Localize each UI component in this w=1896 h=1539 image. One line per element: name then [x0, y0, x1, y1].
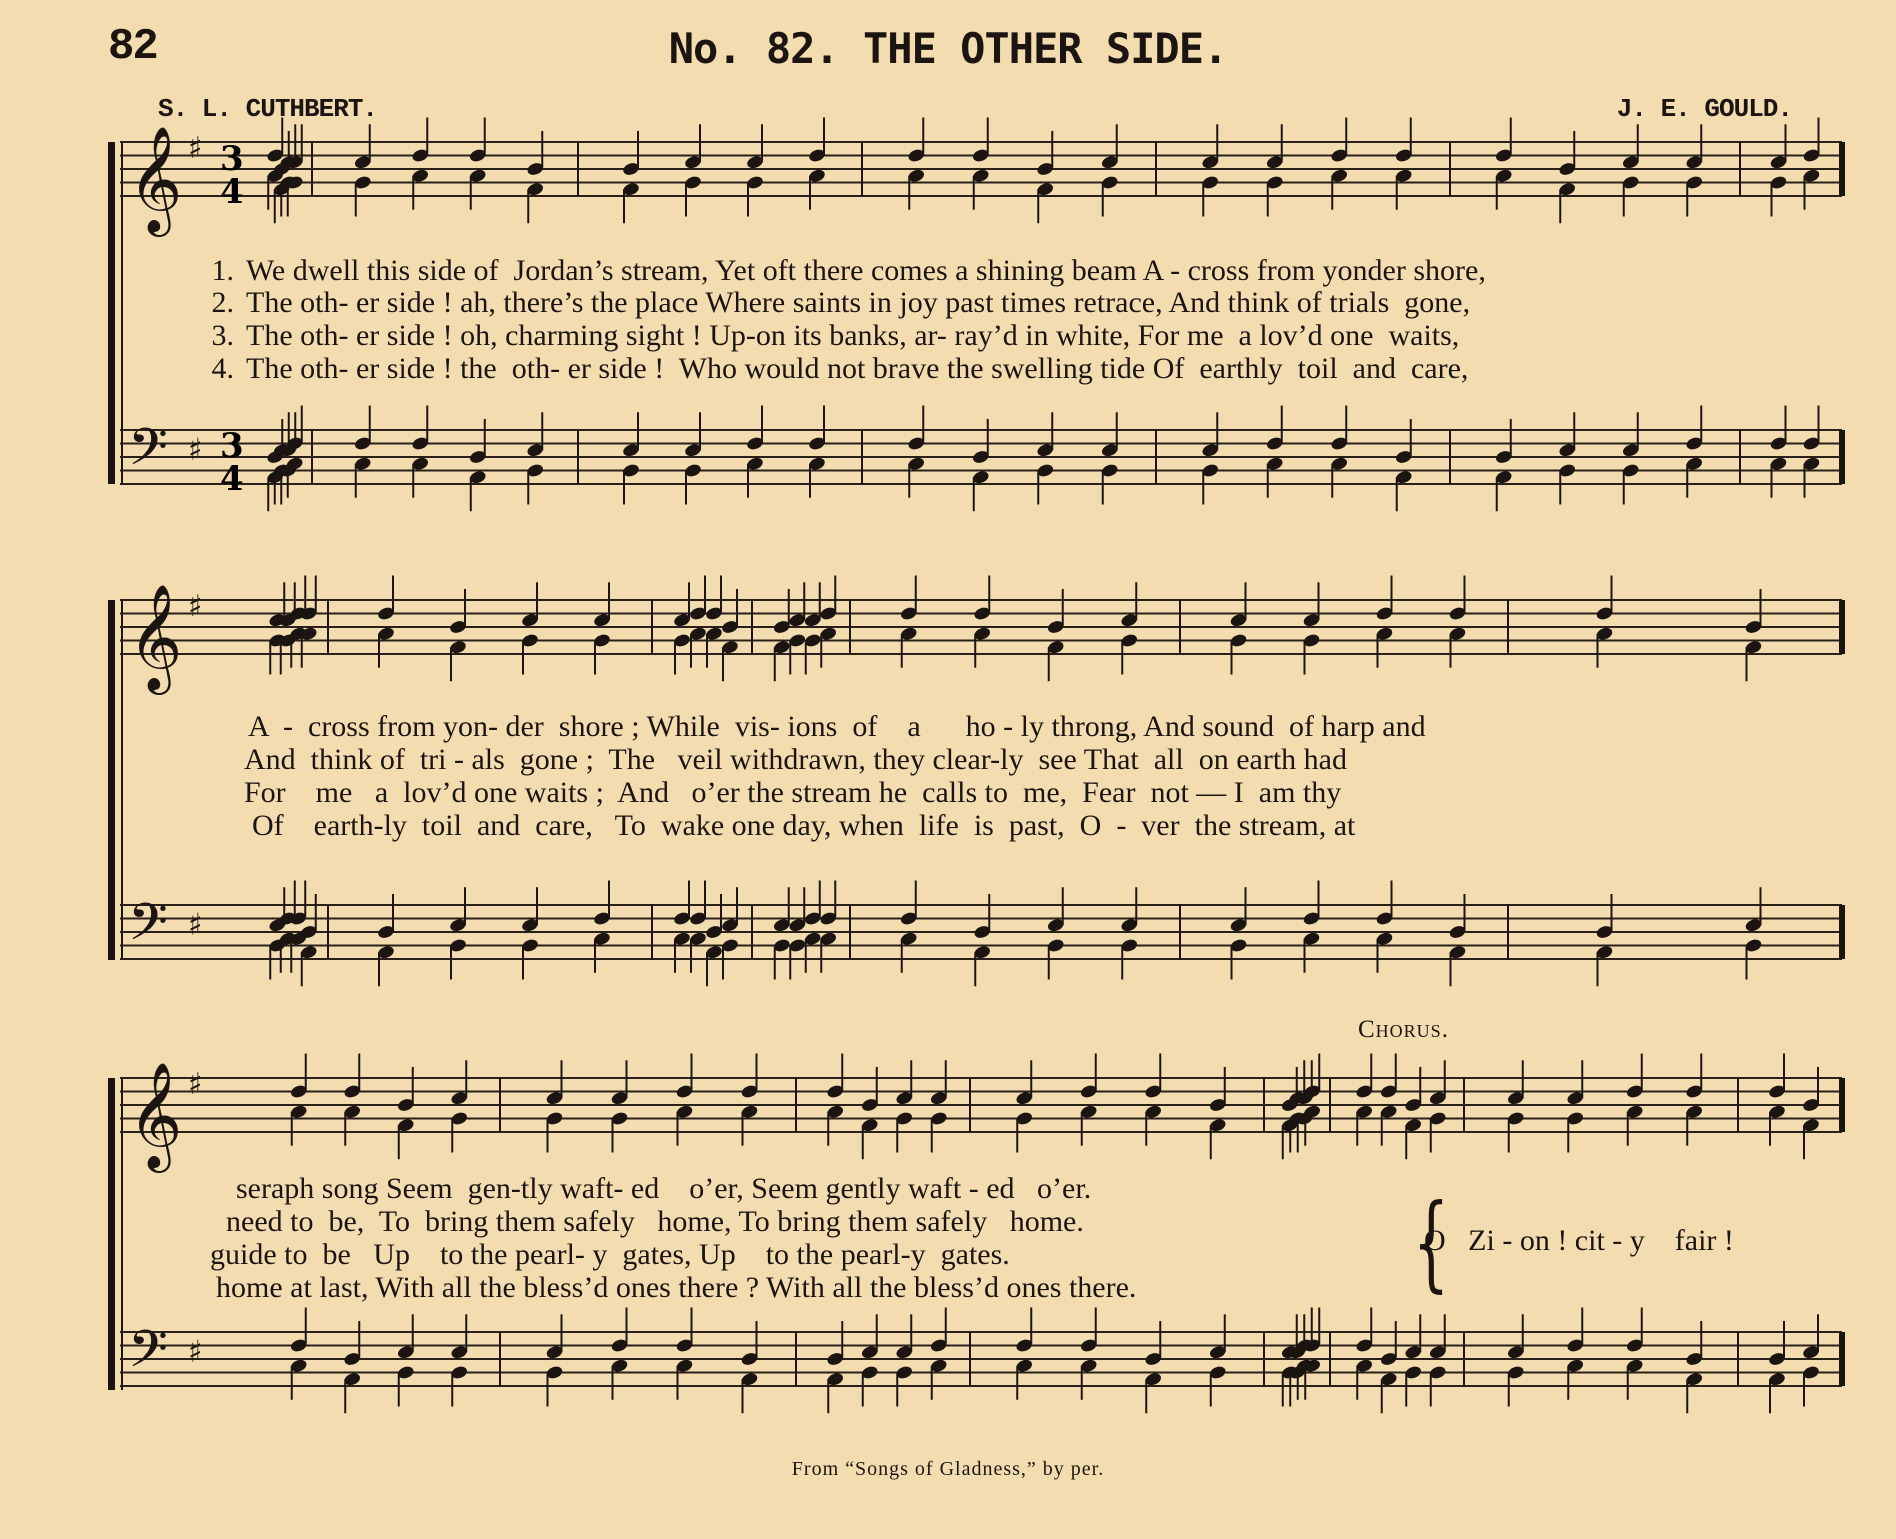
verse-line-4: 4. The oth- er side ! the oth- er side ! Who would not brave the swelling tide Of earthly toil and care,	[211, 352, 1469, 385]
verse-line-3-cont: For me a lov’d one waits ; And o’er the stream he calls to me, Fear not — I am thy	[244, 776, 1342, 809]
treble-clef-icon: 𝄞	[128, 583, 183, 690]
treble-clef-icon: 𝄞	[128, 125, 183, 232]
verse-line-2-end: need to be, To bring them safely home, To bring them safely home.	[226, 1205, 1084, 1238]
verse-line-2: 2. The oth- er side ! ah, there’s the place Where saints in joy past times retrace, And think of trials gone,	[211, 286, 1471, 319]
bass-clef-icon: 𝄢	[128, 1318, 168, 1392]
sharp-icon: ♯	[188, 907, 203, 943]
verse-line-1: 1. We dwell this side of Jordan’s stream, Yet oft there comes a shining beam A - cross from yonder shore,	[211, 254, 1486, 287]
verse-line-4-cont: Of earth-ly toil and care, To wake one day, when life is past, O - ver the stream, at	[252, 809, 1356, 842]
sharp-icon: ♯	[188, 589, 203, 625]
sharp-icon: ♯	[188, 131, 203, 167]
bass-clef-icon: 𝄢	[128, 891, 168, 965]
time-sig-bottom-bass: 4	[220, 459, 244, 499]
lyric-brace-icon: {	[1412, 1181, 1450, 1303]
verse-line-1-end: seraph song Seem gen-tly waft- ed o’er, Seem gently waft - ed o’er.	[236, 1172, 1092, 1205]
verse-line-2-cont: And think of tri - als gone ; The veil withdrawn, they clear-ly see That all on earth had	[244, 743, 1347, 776]
verse-line-4-end: home at last, With all the bless’d ones there ? With all the bless’d ones there.	[216, 1271, 1137, 1304]
chorus-label: Chorus.	[1358, 1016, 1449, 1043]
verse-line-3-end: guide to be Up to the pearl- y gates, Up to the pearl-y gates.	[210, 1238, 1010, 1271]
bass-clef-icon: 𝄢	[128, 416, 168, 490]
composer-credit: J. E. GOULD.	[1616, 94, 1792, 124]
page-number: 82	[108, 22, 157, 72]
time-sig-top-treble: 3	[220, 139, 244, 179]
hymn-title: No. 82. THE OTHER SIDE.	[668, 24, 1228, 73]
sharp-icon: ♯	[188, 1067, 203, 1103]
time-sig-top-bass: 3	[220, 426, 244, 466]
sharp-icon: ♯	[188, 1334, 203, 1370]
source-credit: From “Songs of Gladness,” by per.	[791, 1458, 1105, 1480]
verse-line-1-cont: A - cross from yon- der shore ; While vis- ions of a ho - ly throng, And sound of harp and	[248, 710, 1426, 743]
chorus-lyric: O Zi - on ! cit - y fair !	[1424, 1224, 1734, 1257]
poet-credit: S. L. CUTHBERT.	[158, 94, 378, 124]
time-sig-bottom-treble: 4	[220, 172, 244, 212]
treble-clef-icon: 𝄞	[128, 1061, 183, 1168]
sharp-icon: ♯	[188, 432, 203, 468]
verse-line-3: 3. The oth- er side ! oh, charming sight ! Up-on its banks, ar- ray’d in white, For me a lov’d one waits,	[211, 319, 1460, 352]
